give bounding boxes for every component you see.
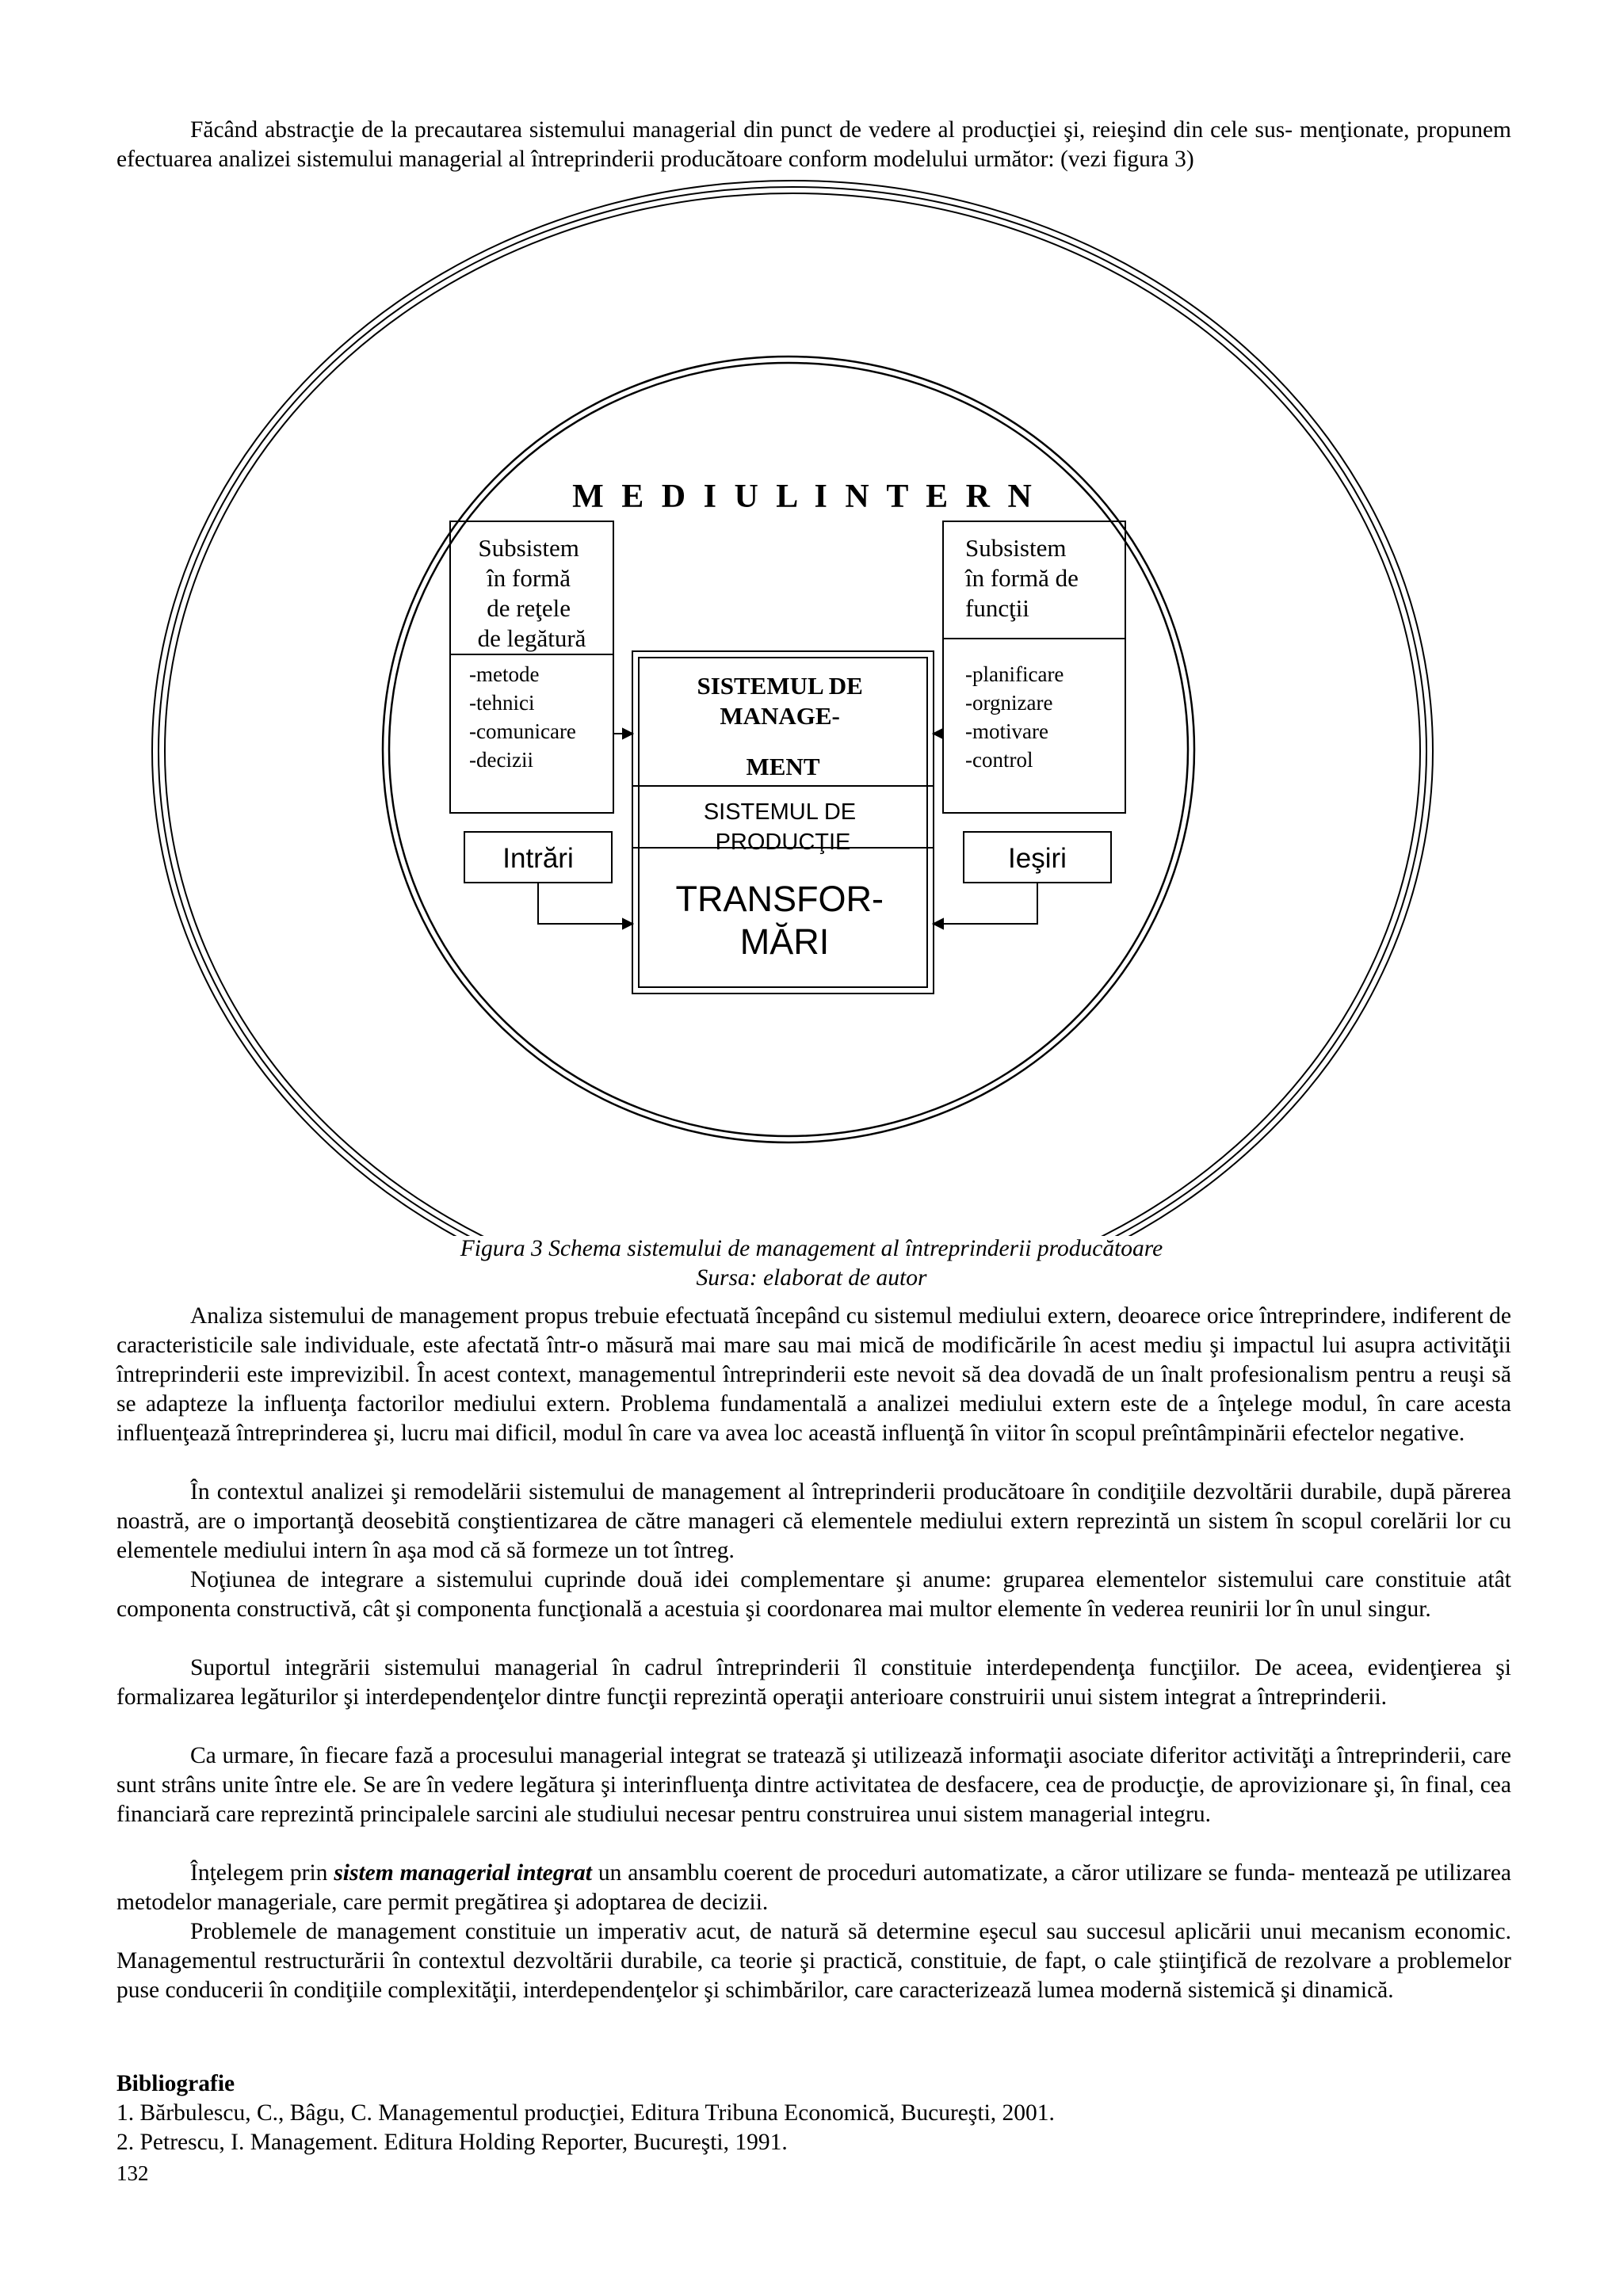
svg-text:TRANSFOR- MĂRI bbox=[675, 879, 893, 962]
left-box-item: -metode bbox=[469, 662, 540, 686]
figure-caption: Figura 3 Schema sistemului de management al întreprinderii producătoare bbox=[460, 1236, 1163, 1261]
arrow-left-to-center bbox=[623, 729, 632, 738]
figure-source: Sursa: elaborat de autor bbox=[696, 1265, 927, 1291]
body-paragraph: În contextul analizei şi remodelării sistemului de management al întreprinderii producătoare în condiţiile dezvoltării durabile, după părerea noastră, are o importanţă deosebită conştientizarea de către manageri că elementele mediului extern reprezintă un sistem în scopul corelării lor cu elementele mediului intern în aşa mod că să formeze un tot întreg. bbox=[116, 1479, 1511, 1563]
svg-text:SISTEMUL DE PRODUCŢIE bbox=[704, 799, 862, 855]
left-box-title-line: în formă bbox=[487, 564, 571, 592]
svg-text:-metode -tehnici - bbox=[469, 662, 582, 772]
svg-text:Subsistem în formă bbox=[478, 534, 586, 652]
left-box-title-line: de reţele bbox=[487, 594, 571, 622]
right-box-item: -motivare bbox=[965, 719, 1048, 743]
right-subsystem-box bbox=[943, 521, 1125, 813]
left-box-item: -comunicare bbox=[469, 719, 576, 743]
bibliography-heading: Bibliografie bbox=[116, 2071, 235, 2096]
inputs-box bbox=[464, 832, 612, 883]
svg-text:-planificare -orgnizare bbox=[965, 662, 1069, 772]
bibliography-item: 1. Bărbulescu, C., Bâgu, C. Managementul producţiei, Editura Tribuna Economică, Bucureşti, 2001. bbox=[116, 2100, 1055, 2126]
transformations-label: MĂRI bbox=[739, 921, 830, 962]
definition-rest: un ansamblu coerent de proceduri automatizate, a căror utilizare se funda- mentează pe utilizarea metodelor manageriale, care permit pregătirea şi adoptarea de decizii. bbox=[116, 1860, 1512, 1915]
body-paragraph-definition bbox=[116, 1859, 1511, 1917]
internal-environment-title: M E D I U L I N T E R N bbox=[572, 479, 1037, 515]
body-paragraph: Ca urmare, în fiecare fază a procesului managerial integrat se tratează şi utilizează informaţii asociate diferitor activităţi a întreprinderii, care sunt strâns unite între ele. Se are în vedere legătura şi interinfluenţa dintre activitatea de desfacere, cea de producţie, de aprovizionare şi, în final, cea financiară care reprezintă principalele sarcini ale studiului necesar pentru construirea unui sistem managerial integru. bbox=[116, 1743, 1511, 1827]
body-paragraph: Problemele de management constituie un imperativ acut, de natură să determine eşecul sau succesul aplicării unui mecanism economic. Managementul restructurării în contextul dezvoltării durabile, ca teorie şi practică, constituie, de fapt, o cale ştiinţifică de rezolvare a problemelor puse conducerii în condiţiile complexităţii, interdependenţelor şi schimbărilor, care caracterizează lumea modernă sistemică şi dinamică. bbox=[116, 1919, 1511, 2003]
left-subsystem-box bbox=[450, 521, 613, 813]
right-box-title-line: Subsistem bbox=[965, 534, 1067, 562]
intro-paragraph: Făcând abstracţie de la precautarea sistemului managerial din punct de vedere al producţiei şi, reieşind din cele sus- menţionate, propunem efectuarea analizei sistemului managerial al întreprinderii producătoare conform modelului următor: (vezi figura 3) bbox=[116, 117, 1511, 172]
left-box-title-line: de legătură bbox=[477, 624, 586, 652]
left-box-item: -decizii bbox=[469, 748, 533, 772]
body-paragraph: Suportul integrării sistemului managerial în cadrul întreprinderii îl constituie interdependenţa funcţiilor. De aceea, evidenţierea şi formalizarea legăturilor şi interdependenţelor dintre funcţii reprezintă operaţii anterioare construirii unui sistem integrat a întreprinderii. bbox=[116, 1655, 1511, 1710]
right-box-item: -planificare bbox=[965, 662, 1064, 686]
production-system-label: SISTEMUL DE bbox=[703, 799, 857, 825]
body-paragraph: Analiza sistemului de management propus trebuie efectuată începând cu sistemul mediului extern, deoarece orice întreprindere, indiferent de caracteristicile sale individuale, este afectată într-o măsură mai mare sau mai mică de modificările în acest mediu şi impactul lui asupra activităţii întreprinderii este imprevizibil. În acest context, managementul întreprinderii este nevoit să dea dovadă de un înalt profesionalism pentru a reuşi să se adapteze la influenţa factorilor mediului extern. Problema fundamentală a analizei mediului extern este de a înţelege modul, în care acesta influenţează întreprinderea şi, lucru mai dificil, modul în care va avea loc această influenţă în viitor în scopul preîntâmpinării efectelor negative. bbox=[116, 1303, 1511, 1446]
outputs-box bbox=[964, 832, 1111, 883]
left-box-title-line: Subsistem bbox=[478, 534, 579, 562]
management-system-label: MANAGE- bbox=[720, 702, 840, 730]
arrow-inputs-to-center bbox=[623, 919, 632, 929]
bibliography-item: 2. Petrescu, I. Management. Editura Holding Reporter, Bucureşti, 1991. bbox=[116, 2130, 788, 2155]
body-paragraph: Noţiunea de integrare a sistemului cuprinde două idei complementare şi anume: gruparea elementelor sistemului care constituie atât componenta constructivă, cât şi componenta funcţională a acestuia şi coordonarea mai multor elemente în vederea reunirii lor în unul singur. bbox=[116, 1567, 1511, 1622]
right-box-title-line: funcţii bbox=[965, 594, 1029, 622]
svg-text:SISTEMUL DE MANAGE- bbox=[697, 672, 869, 780]
center-system-box bbox=[632, 651, 934, 994]
right-box-title-line: în formă de bbox=[965, 564, 1079, 592]
outputs-label: Ieşiri bbox=[1008, 843, 1067, 874]
management-system-label: SISTEMUL DE bbox=[697, 672, 863, 700]
management-system-label: MENT bbox=[746, 753, 820, 780]
production-system-label: PRODUCŢIE bbox=[715, 830, 851, 855]
arrow-center-to-outputs bbox=[934, 919, 943, 929]
left-box-item: -tehnici bbox=[469, 691, 535, 715]
inputs-label: Intrări bbox=[502, 843, 574, 874]
svg-text:Subsistem în formă de bbox=[964, 534, 1085, 622]
arrow-right-to-center bbox=[934, 729, 943, 738]
definition-term: sistem managerial integrat bbox=[334, 1860, 592, 1886]
transformations-label: TRANSFOR- bbox=[675, 879, 884, 919]
right-box-item: -control bbox=[965, 748, 1033, 772]
page-number: 132 bbox=[116, 2161, 149, 2185]
definition-lead: Înţelegem prin bbox=[190, 1860, 334, 1886]
right-box-item: -orgnizare bbox=[965, 691, 1053, 715]
